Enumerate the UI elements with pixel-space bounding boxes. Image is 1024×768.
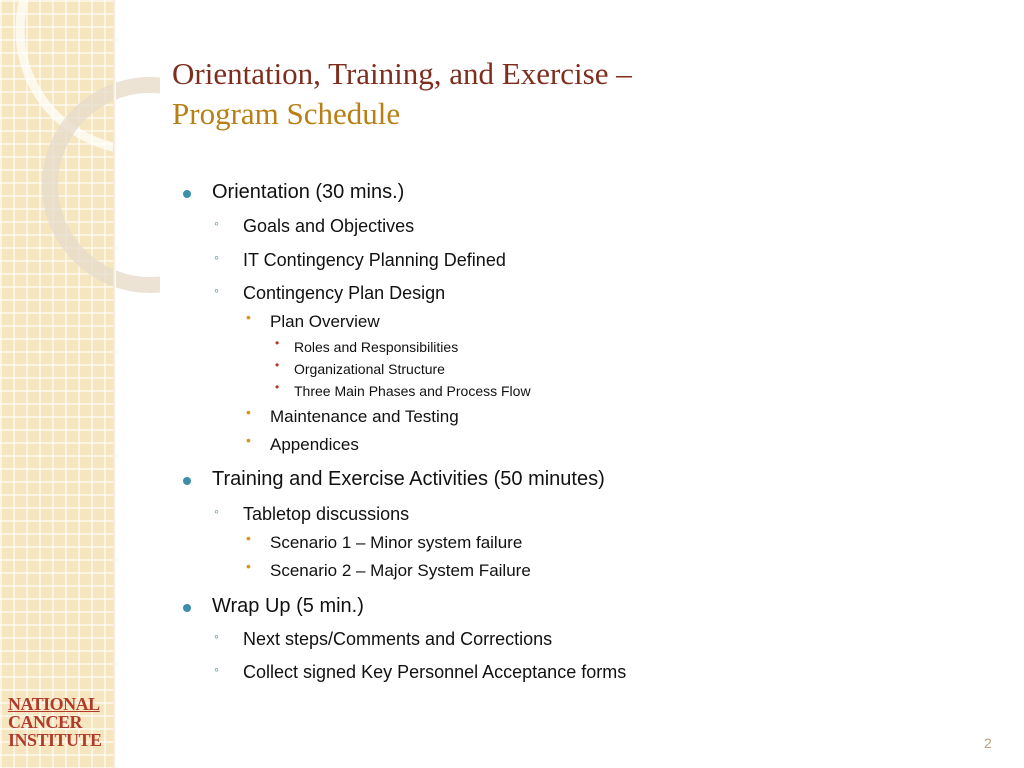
sub-bullet-plan-design bbox=[214, 282, 446, 304]
ring-bullet-icon: ◦ bbox=[214, 661, 219, 677]
ring-bullet-icon: ◦ bbox=[214, 215, 219, 231]
ring-bullet-icon: ◦ bbox=[214, 249, 219, 265]
bullet-dot-icon bbox=[183, 190, 191, 198]
dot-bullet-icon: • bbox=[246, 309, 251, 325]
ring-bullet-icon: ◦ bbox=[214, 503, 219, 519]
level4-bullet-phases bbox=[275, 380, 531, 399]
logo-line-2: CANCER bbox=[8, 712, 83, 732]
sub-bullet-it-planning bbox=[214, 249, 506, 271]
sub-bullet-collect-forms bbox=[214, 661, 627, 683]
bullet-text: Organizational Structure bbox=[294, 361, 445, 377]
bullet-text: Next steps/Comments and Corrections bbox=[243, 629, 553, 649]
dot-bullet-icon: • bbox=[246, 530, 251, 546]
bullet-text: Wrap Up (5 min.) bbox=[212, 595, 364, 617]
ring-bullet-icon: ◦ bbox=[214, 282, 219, 298]
dot-bullet-icon: • bbox=[275, 336, 280, 350]
bullet-text: Maintenance and Testing bbox=[270, 407, 459, 426]
bullet-text: Contingency Plan Design bbox=[243, 283, 446, 303]
level4-bullet-org-structure bbox=[275, 358, 445, 377]
ring-bullet-icon: ◦ bbox=[214, 628, 219, 644]
bullet-training bbox=[212, 468, 605, 491]
dot-bullet-icon: • bbox=[275, 358, 280, 372]
sub-bullet-goals bbox=[214, 215, 415, 237]
bullet-text: Collect signed Key Personnel Acceptance forms bbox=[243, 662, 627, 682]
bullet-text: Scenario 1 – Minor system failure bbox=[270, 533, 523, 552]
bullet-text: Orientation (30 mins.) bbox=[212, 181, 405, 203]
slide-number: 2 bbox=[984, 735, 992, 751]
sub-sub-bullet-appendices bbox=[246, 432, 359, 455]
bullet-dot-icon bbox=[183, 477, 191, 485]
sub-sub-bullet-scenario-1 bbox=[246, 530, 523, 553]
bullet-text: Goals and Objectives bbox=[243, 216, 415, 236]
bullet-text: Three Main Phases and Process Flow bbox=[294, 383, 531, 399]
bullet-dot-icon bbox=[183, 604, 191, 612]
bullet-text: Tabletop discussions bbox=[243, 504, 410, 524]
level4-bullet-roles bbox=[275, 336, 459, 355]
dot-bullet-icon: • bbox=[275, 380, 280, 394]
slide-title-line-1: Orientation, Training, and Exercise – bbox=[172, 56, 632, 91]
logo-line-3: INSTITUTE bbox=[8, 730, 102, 750]
bullet-wrap-up bbox=[212, 595, 364, 618]
bullet-text: Roles and Responsibilities bbox=[294, 339, 459, 355]
dot-bullet-icon: • bbox=[246, 404, 251, 420]
bullet-text: Training and Exercise Activities (50 minutes) bbox=[212, 468, 605, 490]
bullet-orientation bbox=[212, 181, 404, 204]
dot-bullet-icon: • bbox=[246, 432, 251, 448]
bullet-text: Scenario 2 – Major System Failure bbox=[270, 561, 531, 580]
logo-line-1: NATIONAL bbox=[8, 694, 100, 714]
dot-bullet-icon: • bbox=[246, 558, 251, 574]
bullet-text: Appendices bbox=[270, 435, 359, 454]
sub-sub-bullet-scenario-2 bbox=[246, 558, 531, 581]
bullet-text: Plan Overview bbox=[270, 312, 380, 331]
sub-bullet-next-steps bbox=[214, 628, 553, 650]
slide-title-line-2: Program Schedule bbox=[172, 96, 401, 131]
sub-sub-bullet-plan-overview bbox=[246, 309, 380, 332]
sub-sub-bullet-maintenance bbox=[246, 404, 459, 427]
bullet-text: IT Contingency Planning Defined bbox=[243, 250, 506, 270]
sub-bullet-tabletop bbox=[214, 503, 410, 525]
nci-logo bbox=[8, 695, 104, 751]
